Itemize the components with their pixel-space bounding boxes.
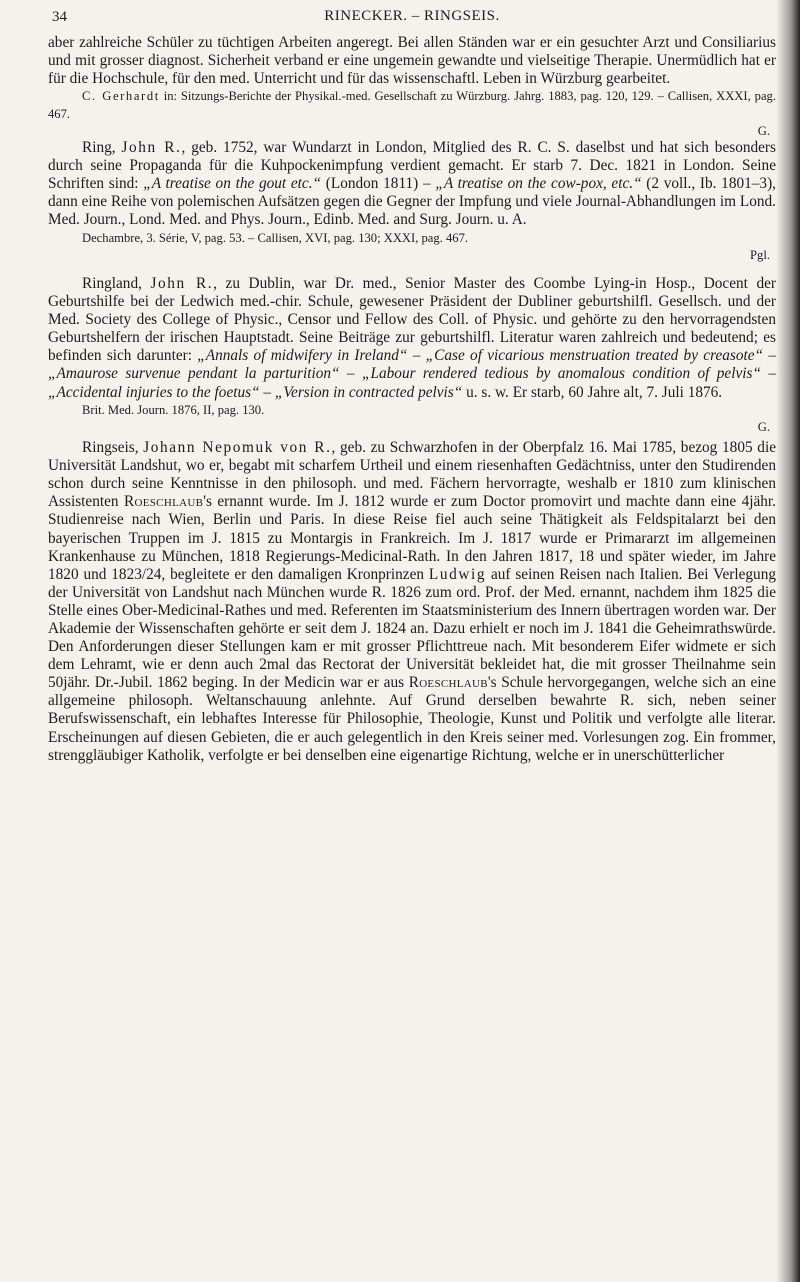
rinecker-signature: G. — [757, 124, 770, 139]
ringland-citation: Brit. Med. Journ. 1876, II, pag. 130. — [82, 402, 265, 417]
ring-signature: Pgl. — [750, 247, 770, 262]
entry-name-ringland: Ringland — [82, 274, 139, 292]
citation-author-gerhardt: C. Gerhardt — [82, 89, 160, 104]
rinecker-continuation-text: aber zahlreiche Schüler zu tüchtigen Arbeiten angeregt. Bei allen Ständen war er ein gesuchter Arzt und Consiliarius und mit grosser diagnost. Sicherheit verband er eine ungemein gewandte und vielseitige Therapie. Unermüdlich hat er für die Hochschule, für den med. Unterricht und für das wissenschaftl. Leben in Würzburg gearbeitet. — [48, 34, 776, 88]
page-edge-shadow — [776, 0, 800, 1282]
entry-forename-ringland: John R. — [150, 274, 214, 292]
page-number: 34 — [52, 9, 67, 25]
entry-ring: Ring, John R., geb. 1752, war Wundarzt in London, Mitglied des R. C. S. daselbst und hat sich besonders durch seine Propaganda für die Kuhpockenimpfung verdient gemacht. Er starb 7. Dec. 1821 in London. Seine Schriften sind: „A treatise on the gout etc.“ (London 1811) – „A treatise on the cow-pox, etc.“ (2 voll., Ib. 1801–3), dann eine Reihe von polemischen Aufsätzen gegen die Gegner der Impfung und viele Journal-Abhandlungen im Lond. Med. Journ., Lond. Med. and Phys. Journ., Edinb. Med. and Surg. Journ. u. A. — [48, 139, 776, 229]
person-name-ludwig: Ludwig — [428, 565, 487, 583]
work-title: „A treatise on the gout etc.“ — [143, 175, 322, 193]
person-name-roeschlaub: Roeschlaub — [408, 674, 488, 692]
person-name-roeschlaub: Roeschlaub — [124, 493, 204, 511]
ring-citation: Dechambre, 3. Série, V, pag. 53. – Callisen, XVI, pag. 130; XXXI, pag. 467. — [82, 230, 469, 245]
ringland-works: „Annals of midwifery in Ireland“ – „Case of vicarious menstruation treated by creasote“ – „Amaurose survenue pendant la parturition“ – „Labour rendered tedious by anomalous condition of pelvis“ – „Accidental injuries to the foetus“ – „Version in contracted pelvis“ — [48, 347, 776, 401]
entry-name-ringseis: Ringseis — [82, 439, 135, 457]
entry-forename-ring: John R. — [121, 139, 182, 157]
running-title: RINECKER. – RINGSEIS. — [324, 8, 500, 24]
page-header — [48, 0, 776, 34]
entry-ringseis: Ringseis, Johann Nepomuk von R., geb. zu Schwarzhofen in der Oberpfalz 16. Mai 1785, bezog 1805 die Universität Landshut, wo er, begabt mit scharfem Urtheil und einem riesenhaften Gedächtniss, unter den Studirenden schon durch seine Kenntnisse in den philosoph. und med. Fächern hervorragte, weshalb er 1810 zum klinischen Assistenten Roeschlaub's ernannt wurde. Im J. 1812 wurde er zum Doctor promovirt und machte dann eine 4jähr. Studienreise nach Wien, Berlin und Paris. In diese Reise fiel auch seine Thätigkeit als Feldspitalarzt bei den bayerischen Truppen im J. 1815 zu Montargis in Frankreich. Im J. 1817 wurde er Primararzt im allgemeinen Krankenhause zu München, 1818 Regierungs-Medicinal-Rath. In den Jahren 1817, 18 und später wieder, im Jahre 1820 und 1823/24, begleitete er den damaligen Kronprinzen Ludwig auf seinen Reisen nach Italien. Bei Verlegung der Universität von Landshut nach München wurde R. 1826 zum ord. Prof. der Med. ernannt, nachdem ihm 1825 die Stelle eines Ober-Medicinal-Rathes und med. Referenten im Staatsministerium des Innern übertragen worden war. Der Akademie der Wissenschaften gehörte er seit dem J. 1824 an. Dazu erhielt er noch im J. 1841 die Geheimrathswürde. Den Anforderungen dieser Stellungen kam er mit grosser Pflichttreue nach. Mit besonderem Eifer widmete er sich dem Lehramt, wie er denn auch 2mal das Rectorat der Universität bekleidet hat, die mit grosser Theilnahme sein 50jähr. Dr.-Jubil. 1862 beging. In der Medicin war er aus Roeschlaub's Schule hervorgegangen, welche sich an eine allgemeine philosoph. Weltanschauung anlehnte. Auf Grund derselben bewahrte R. sich, neben seiner Berufswissenschaft, ein lebhaftes Interesse für Philosophie, Theologie, Kunst und Politik und verfolgte alle literar. Erscheinungen auf diesen Gebieten, die er auch gelegentlich in den Kreis seiner med. Vorlesungen zog. Ein frommer, strenggläubiger Katholik, verfolgte er bei denselben eine eigenartige Richtung, welche er in unerschütterlicher — [48, 439, 776, 764]
ringland-signature: G. — [757, 420, 770, 435]
entry-name-ring: Ring — [82, 139, 112, 157]
rinecker-citation: C. Gerhardt in: Sitzungs-Berichte der Physikal.-med. Gesellschaft zu Würzburg. Jahrg. 1883, pag. 120, 129. – Callisen, XXXI, pag. 467. — [48, 89, 776, 121]
document-page — [48, 0, 776, 765]
entry-ringland: Ringland, John R., zu Dublin, war Dr. med., Senior Master des Coombe Lying-in Hosp., Docent der Geburtshilfe bei der Ledwich med.-chir. Schule, gewesener Präsident der Dubliner geburtshilfl. Gesellsch. und der Med. Society des College of Physic., Censor und Fellow des Coll. of Physic. und gehörte zu den hervorragendsten Geburtshelfern der irischen Hauptstadt. Seine Beiträge zur geburtshilfl. Literatur waren zahlreich und bedeutend; es befinden sich darunter: „Annals of midwifery in Ireland“ – „Case of vicarious menstruation treated by creasote“ – „Amaurose survenue pendant la parturition“ – „Labour rendered tedious by anomalous condition of pelvis“ – „Accidental injuries to the foetus“ – „Version in contracted pelvis“ u. s. w. Er starb, 60 Jahre alt, 7. Juli 1876. — [48, 274, 777, 401]
entry-forename-ringseis: Johann Nepomuk von R. — [143, 439, 332, 457]
work-title: „A treatise on the cow-pox, etc.“ — [435, 175, 642, 193]
